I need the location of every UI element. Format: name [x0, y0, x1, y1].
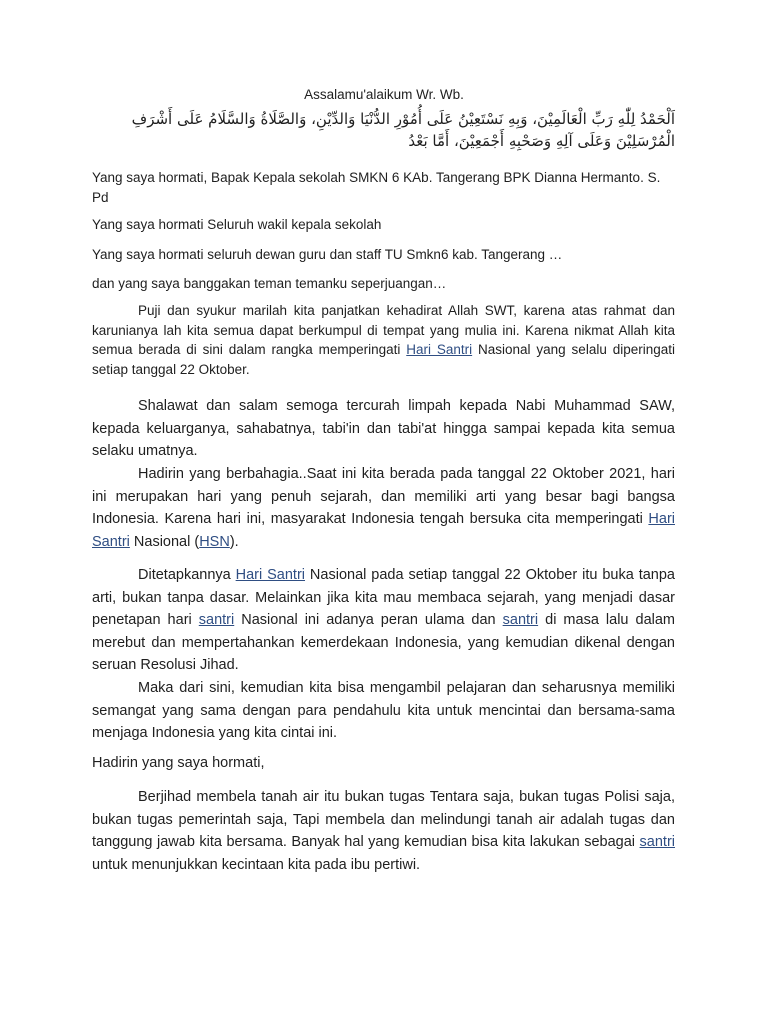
text-run: untuk menunjukkan kecintaan kita pada ibu pertiwi. — [92, 856, 421, 873]
link-santri[interactable]: santri — [198, 612, 235, 628]
text-run: Nasional ( — [129, 533, 200, 550]
paragraph-jihad — [92, 786, 675, 876]
text-run: Nasional pada setiap tanggal 22 Oktober itu buka tanpa arti, bukan tanpa dasar. Melainkan jika kita mau membaca sejarah, yang menjadi dasar penetapan hari — [92, 567, 675, 628]
text-run: Ditetapkannya — [138, 567, 236, 583]
paragraph-date — [92, 463, 675, 553]
salam-heading: Assalamu'alaikum Wr. Wb. — [304, 87, 464, 102]
link-hari-santri[interactable]: Hari Santri — [92, 511, 675, 550]
text-run: Berjihad membela tanah air itu bukan tugas Tentara saja, bukan tugas Polisi saja, bukan tugas pemerintah saja, Tapi membela dan melindungi tanah air adalah tugas dan tanggung jawab kita bersama. Banyak hal yang kemudian bisa kita lakukan sebagai — [92, 789, 675, 850]
link-hsn[interactable]: HSN — [199, 533, 230, 550]
arabic-opening: اَلْحَمْدُ لِلّٰهِ رَبِّ الْعَالَمِيْنَ، وَبِهِ نَسْتَعِيْنُ عَلَى أُمُوْرِ الدُّنْيَا وَالدِّيْنِ، وَالصَّلَاةُ وَالسَّلَامُ عَلَى أَشْرَفِ الْمُرْسَلِيْنَ وَعَلَى آلِهِ وَصَحْبِهِ أَجْمَعِيْنَ، أَمَّا بَعْدُ — [131, 110, 675, 150]
greeting-teachers: Yang saya hormati seluruh dewan guru dan staff TU Smkn6 kab. Tangerang … — [92, 247, 563, 262]
link-santri[interactable]: santri — [639, 834, 675, 850]
greeting-principal: Yang saya hormati, Bapak Kepala sekolah SMKN 6 KAb. Tangerang BPK Dianna Hermanto. S. Pd — [92, 170, 661, 205]
link-hari-santri[interactable]: Hari Santri — [235, 567, 306, 583]
text-run: Nasional ini adanya peran ulama dan — [234, 612, 503, 628]
greeting-friends: dan yang saya banggakan teman temanku seperjuangan… — [92, 276, 447, 291]
text-run: Hadirin yang berbahagia..Saat ini kita berada pada tanggal 22 Oktober 2021, hari ini merupakan hari yang penuh sejarah, dan memiliki arti yang besar bagi bangsa Indonesia. Karena hari ini, masyarakat Indonesia tengah bersuka cita memperingati — [92, 466, 675, 527]
text-run: ). — [229, 533, 239, 550]
link-santri[interactable]: santri — [502, 612, 539, 628]
paragraph-shalawat: Shalawat dan salam semoga tercurah limpah kepada Nabi Muhammad SAW, kepada keluarganya, sahabatnya, tabi'in dan tabi'at hingga sampai kepada kita semua selaku umatnya. — [92, 398, 675, 459]
paragraph-gratitude — [92, 301, 675, 379]
text-run: Puji dan syukur marilah kita panjatkan kehadirat Allah SWT, karena atas rahmat dan karunianya lah kita semua dapat berkumpul di tempat yang mulia ini. Karena nikmat Allah kita semua berada di sini dalam rangka memperingati — [92, 303, 675, 357]
greeting-vice-principals: Yang saya hormati Seluruh wakil kepala sekolah — [92, 217, 382, 232]
text-run: di masa lalu dalam merebut dan mempertahankan kemerdekaan Indonesia, yang kemudian dikenal dengan seruan Resolusi Jihad. — [92, 612, 675, 673]
link-hari-santri[interactable]: Hari Santri — [406, 342, 473, 357]
paragraph-address: Hadirin yang saya hormati, — [92, 755, 265, 771]
text-run: Nasional yang selalu diperingati setiap tanggal 22 Oktober. — [92, 342, 675, 377]
paragraph-lesson: Maka dari sini, kemudian kita bisa mengambil pelajaran dan seharusnya memiliki semangat yang sama dengan para pendahulu kita untuk mencintai dan bersama-sama menjaga Indonesia yang kita cintai ini. — [92, 680, 675, 741]
paragraph-history — [92, 564, 675, 677]
